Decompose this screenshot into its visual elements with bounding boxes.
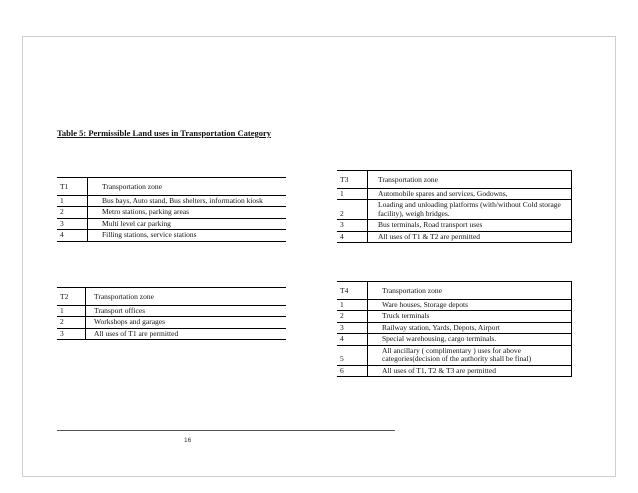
row-text: Transport offices xyxy=(86,305,287,317)
row-text: Filling stations, service stations xyxy=(88,230,287,242)
row-number: 1 xyxy=(57,305,86,317)
row-number: 3 xyxy=(57,328,86,340)
zone-code: T1 xyxy=(57,178,88,196)
table-row xyxy=(57,218,286,230)
row-text: All uses of T1 & T2 are permitted xyxy=(368,231,572,243)
row-text: All uses of T1 are permitted xyxy=(86,328,287,340)
table-t3 xyxy=(337,170,572,243)
footer-rule xyxy=(57,430,395,431)
row-number: 4 xyxy=(57,230,88,242)
table-row xyxy=(57,195,286,207)
zone-label: Transportation zone xyxy=(88,178,287,196)
row-text: Truck terminals xyxy=(368,311,572,323)
table-header-row xyxy=(337,282,572,300)
row-text: Multi level car parking xyxy=(88,218,287,230)
row-number: 1 xyxy=(337,299,368,311)
row-text: Bus terminals, Road transport uses xyxy=(368,220,572,232)
table-row xyxy=(337,322,572,334)
row-text: Automobile spares and services, Godowns, xyxy=(368,188,572,200)
row-text: Loading and unloading platforms (with/without Cold storage facility), weigh bridges. xyxy=(368,200,572,220)
row-text: Railway station, Yards, Depots, Airport xyxy=(368,322,572,334)
table-caption: Table 5: Permissible Land uses in Transportation Category xyxy=(57,128,272,138)
row-number: 2 xyxy=(57,317,86,329)
table-header-row xyxy=(57,178,286,196)
table-row xyxy=(337,345,572,365)
row-number: 3 xyxy=(337,322,368,334)
table-row xyxy=(337,188,572,200)
row-number: 3 xyxy=(337,220,368,232)
row-text: All ancillary ( complimentary ) uses for above categories(decision of the authority shall be final) xyxy=(368,345,572,365)
table-row xyxy=(57,317,286,329)
table-t2 xyxy=(57,287,286,340)
row-number: 3 xyxy=(57,218,88,230)
page-number: 16 xyxy=(184,437,192,444)
row-number: 4 xyxy=(337,334,368,346)
row-number: 1 xyxy=(57,195,88,207)
table-row xyxy=(57,305,286,317)
table-header-row xyxy=(57,288,286,306)
page-border xyxy=(22,36,616,477)
table-row xyxy=(337,299,572,311)
zone-label: Transportation zone xyxy=(368,282,572,300)
row-text: Bus bays, Auto stand, Bus shelters, information kiosk xyxy=(88,195,287,207)
zone-code: T3 xyxy=(337,171,368,189)
table-row xyxy=(337,334,572,346)
row-number: 4 xyxy=(337,231,368,243)
row-number: 2 xyxy=(337,311,368,323)
table-row xyxy=(57,328,286,340)
row-text: Workshops and garages xyxy=(86,317,287,329)
table-t4 xyxy=(337,281,572,377)
row-number: 6 xyxy=(337,365,368,377)
table-row xyxy=(57,207,286,219)
row-text: All uses of T1, T2 & T3 are permitted xyxy=(368,365,572,377)
table-row xyxy=(337,231,572,243)
zone-label: Transportation zone xyxy=(368,171,572,189)
row-text: Metro stations, parking areas xyxy=(88,207,287,219)
table-row xyxy=(337,365,572,377)
table-row xyxy=(57,230,286,242)
table-row xyxy=(337,220,572,232)
row-text: Special warehousing, cargo terminals. xyxy=(368,334,572,346)
row-text: Ware houses, Storage depots xyxy=(368,299,572,311)
table-row xyxy=(337,311,572,323)
table-header-row xyxy=(337,171,572,189)
table-t1 xyxy=(57,177,286,242)
row-number: 2 xyxy=(57,207,88,219)
zone-code: T2 xyxy=(57,288,86,306)
zone-code: T4 xyxy=(337,282,368,300)
zone-label: Transportation zone xyxy=(86,288,287,306)
row-number: 1 xyxy=(337,188,368,200)
row-number: 2 xyxy=(337,200,368,220)
row-number: 5 xyxy=(337,345,368,365)
table-row xyxy=(337,200,572,220)
